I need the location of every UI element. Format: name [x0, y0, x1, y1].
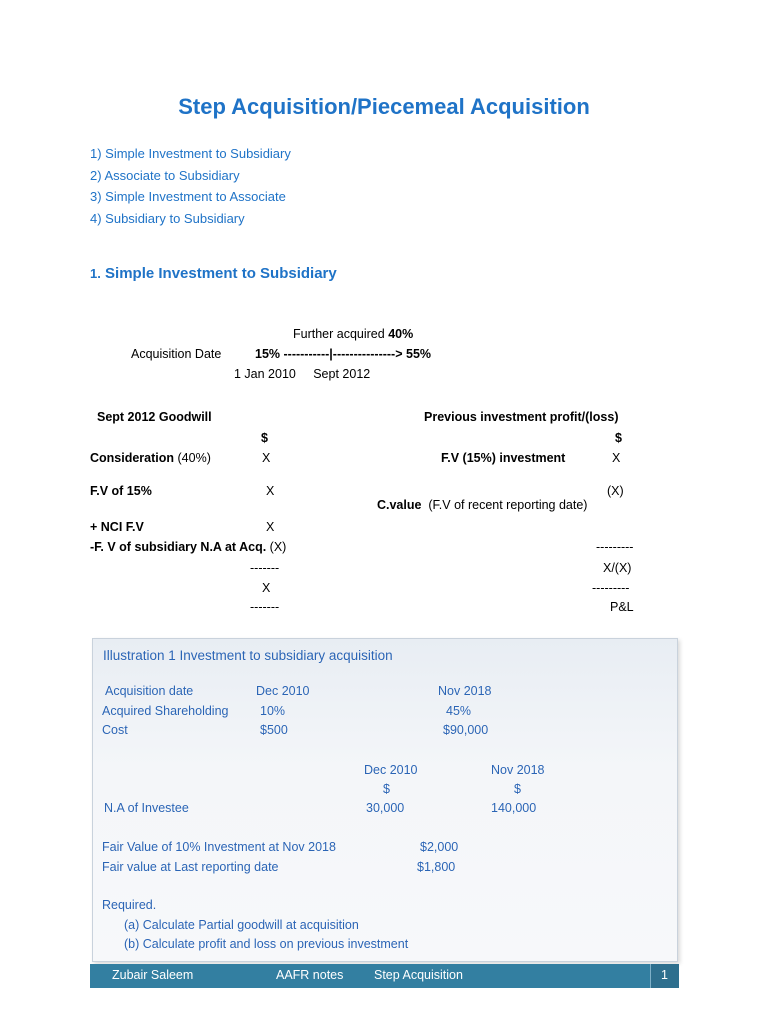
nci-label: + NCI F.V — [90, 520, 144, 534]
shareholding-1: 10% — [260, 704, 286, 718]
cost-2: $90,000 — [443, 723, 489, 737]
list-item: 3) Simple Investment to Associate — [90, 189, 286, 204]
list-item: 1) Simple Investment to Subsidiary — [90, 146, 291, 161]
goodwill-heading: Sept 2012 Goodwill — [97, 410, 212, 424]
cost-1: $500 — [260, 723, 288, 737]
fv15-label: F.V of 15% — [90, 484, 152, 498]
na-value-2: 140,000 — [491, 801, 537, 815]
list-item: 4) Subsidiary to Subsidiary — [90, 210, 245, 226]
goodwill-currency: $ — [261, 431, 268, 445]
na-value-1: 30,000 — [366, 801, 405, 815]
fv-na-line: -F. V of subsidiary N.A at Acq. (X) — [90, 540, 287, 554]
topic-list — [90, 143, 291, 229]
prev-profit-heading: Previous investment profit/(loss) — [424, 410, 619, 424]
consideration-value: X — [262, 451, 271, 465]
prev-profit-result: X/(X) — [603, 561, 632, 575]
na-col-header-1: Dec 2010 — [364, 763, 418, 777]
divider: ------- — [250, 600, 280, 614]
requirement-a: (a) Calculate Partial goodwill at acquisition — [124, 918, 359, 932]
fv-investment-label: F.V (15%) investment — [441, 451, 566, 465]
fv15-value: X — [266, 484, 275, 498]
divider: --------- — [596, 540, 634, 554]
acq-date-2: Nov 2018 — [438, 684, 492, 698]
page-number-box — [650, 964, 679, 988]
footer-notes: AAFR notes — [276, 968, 344, 982]
shareholding-2: 45% — [446, 704, 472, 718]
fvlast-value: $1,800 — [417, 860, 456, 874]
section-title: Simple Investment to Subsidiary — [105, 265, 337, 282]
fv10-value: $2,000 — [420, 840, 459, 854]
footer-topic: Step Acquisition — [374, 968, 463, 982]
consideration-label: Consideration (40%) — [90, 451, 211, 465]
nci-value: X — [266, 520, 275, 534]
required-label: Required. — [102, 898, 157, 912]
cost-label: Cost — [102, 723, 128, 737]
cvalue-label: C.value (F.V of recent reporting date) — [376, 498, 588, 512]
fvlast-label: Fair value at Last reporting date — [102, 860, 279, 874]
further-acquired-label: Further acquired 40% — [293, 327, 414, 341]
na-col-header-2: Nov 2018 — [491, 763, 545, 777]
pl-label: P&L — [610, 600, 634, 614]
page-footer — [90, 964, 678, 988]
footer-author: Zubair Saleem — [112, 968, 194, 982]
cvalue-value: (X) — [607, 484, 624, 498]
timeline-dates: 1 Jan 2010 Sept 2012 — [234, 367, 371, 381]
section-heading — [90, 265, 337, 282]
divider: --------- — [592, 581, 630, 595]
prev-profit-currency: $ — [615, 431, 622, 445]
fv10-label: Fair Value of 10% Investment at Nov 2018 — [102, 840, 336, 854]
list-item: 2) Associate to Subsidiary — [90, 167, 240, 183]
na-currency-2: $ — [514, 782, 521, 796]
goodwill-total: X — [262, 581, 271, 595]
acq-date-1: Dec 2010 — [256, 684, 310, 698]
na-label: N.A of Investee — [104, 801, 189, 815]
section-number: 1. — [90, 266, 101, 281]
acq-date-label: Acquisition date — [105, 684, 194, 698]
fv-investment-value: X — [612, 451, 621, 465]
requirement-b: (b) Calculate profit and loss on previous investment — [124, 937, 409, 951]
page-number: 1 — [661, 968, 668, 982]
page-title: Step Acquisition/Piecemeal Acquisition — [178, 94, 590, 119]
timeline-line: 15% -----------|---------------> 55% — [255, 347, 432, 361]
divider: ------- — [250, 561, 280, 575]
illustration-title: Illustration 1 Investment to subsidiary acquisition — [103, 648, 393, 663]
acquisition-date-label: Acquisition Date — [131, 347, 222, 361]
shareholding-label: Acquired Shareholding — [102, 704, 229, 718]
na-currency-1: $ — [383, 782, 390, 796]
